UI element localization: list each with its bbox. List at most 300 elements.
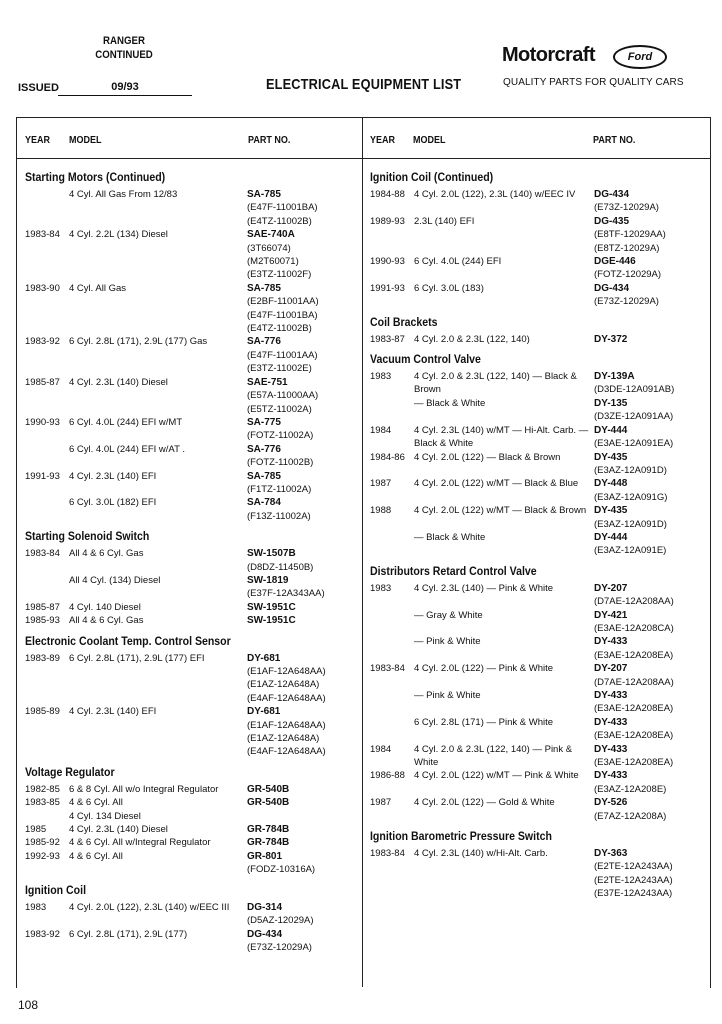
row-part (247, 282, 355, 336)
row-model: — Pink & White (414, 690, 481, 701)
part-detail: (E3AE-12A091EA) (594, 438, 674, 450)
section-title: Ignition Barometric Pressure Switch (370, 829, 552, 844)
brand-tagline: QUALITY PARTS FOR QUALITY CARS (503, 77, 684, 88)
row-part (594, 504, 704, 531)
part-detail: (D3ZE-12A091AA) (594, 411, 674, 423)
row-year: 1985-92 (25, 837, 60, 849)
row-year (370, 635, 414, 662)
row-year (25, 443, 69, 470)
table-row (370, 662, 704, 689)
row-part (247, 574, 355, 601)
row-year: 1984-88 (370, 189, 405, 200)
row-model: All 4 Cyl. (134) Diesel (69, 574, 161, 586)
left-year-header: YEAR (25, 135, 51, 146)
row-model: 2.3L (140) EFI (414, 215, 475, 227)
row-year: 1983-84 (370, 663, 405, 675)
part-detail: (E3TZ-11002F) (247, 269, 312, 281)
row-part (247, 928, 355, 955)
row-model: — Black & White (414, 531, 486, 543)
table-row (370, 531, 704, 558)
part-number: SW-1951C (247, 615, 296, 627)
row-year: 1984 (370, 424, 392, 436)
part-number: DY-135 (594, 397, 628, 409)
row-part (247, 850, 355, 877)
row-part (247, 823, 355, 836)
row-model: 6 Cyl. 3.0L (183) (414, 282, 484, 294)
part-detail: (E3AZ-12A091D) (594, 464, 667, 476)
row-year: 1991-93 (25, 470, 60, 482)
table-row (25, 614, 355, 627)
part-number: DY-433 (594, 770, 628, 782)
table-row (25, 228, 355, 282)
row-year: 1985 (25, 824, 47, 836)
row-year: 1992-93 (25, 850, 60, 862)
row-year (25, 574, 69, 601)
part-number: GR-801 (247, 850, 283, 862)
row-part (247, 335, 355, 375)
row-year: 1983-92 (25, 928, 60, 940)
row-model: 6 Cyl. 4.0L (244) EFI w/MT (69, 416, 183, 428)
row-part (247, 601, 355, 614)
ford-oval-logo: Ford (613, 45, 667, 69)
row-model: 4 Cyl. 2.0 & 2.3L (122, 140) — Pink & White (414, 743, 573, 769)
row-model: 6 Cyl. 4.0L (244) EFI w/AT . (69, 443, 185, 455)
part-detail: (E2BF-11001AA) (247, 296, 319, 308)
row-model: 4 Cyl. 2.0L (122), 2.3L (140) w/EEC III (69, 901, 230, 913)
part-number: DY-363 (594, 848, 628, 860)
row-model: 4 Cyl. 134 Diesel (69, 810, 141, 822)
row-model: — Gray & White (414, 609, 483, 621)
table-row (25, 796, 355, 809)
row-model: — Pink & White (414, 636, 481, 648)
row-part (594, 424, 704, 451)
row-year: 1990-93 (25, 416, 60, 428)
part-detail: (E47F-11001BA) (247, 309, 318, 321)
row-year: 1987 (370, 797, 392, 809)
row-model: 4 & 6 Cyl. All (69, 850, 123, 862)
row-part (594, 531, 704, 558)
part-number: DG-314 (247, 901, 283, 913)
row-year: 1987 (370, 478, 392, 490)
part-detail: (E4AF-12A648AA) (247, 746, 326, 758)
row-year: 1984 (370, 743, 392, 755)
table-row (370, 847, 704, 901)
part-number: SW-1507B (247, 548, 296, 560)
part-number: GR-784B (247, 837, 290, 849)
table-row (370, 397, 704, 424)
part-detail: (E7AZ-12A208A) (594, 810, 667, 822)
part-detail: (E73Z-12029A) (594, 296, 659, 308)
row-year: 1983-84 (370, 848, 405, 860)
part-detail: (D5AZ-12029A) (247, 915, 314, 927)
part-detail: (D8DZ-11450B) (247, 561, 314, 573)
row-year: 1985-87 (25, 376, 60, 388)
part-detail: (E4AF-12A648AA) (247, 692, 326, 704)
part-detail: (E2TE-12A243AA) (594, 861, 673, 873)
section-title: Vacuum Control Valve (370, 352, 481, 367)
row-model: 4 Cyl. 2.3L (140) Diesel (69, 824, 168, 836)
part-number: SA-775 (247, 416, 281, 428)
row-part (247, 901, 355, 928)
table-row (370, 477, 704, 504)
row-model: 4 Cyl. 2.3L (140) w/MT — Hi-Alt. Carb. — Black & White (414, 424, 589, 450)
part-detail: (3T66074) (247, 242, 291, 254)
part-detail: (FOTZ-11002B) (247, 457, 314, 469)
row-part (247, 836, 355, 849)
part-detail: (FOTZ-12029A) (594, 269, 662, 281)
row-model: 4 Cyl. 2.0L (122) — Gold & White (414, 797, 555, 809)
part-number: DY-448 (594, 478, 628, 490)
part-detail: (D7AE-12A208AA) (594, 596, 674, 608)
row-part (594, 743, 704, 770)
part-number: DY-526 (594, 797, 628, 809)
part-detail: (FODZ-10316A) (247, 864, 316, 876)
table-row (25, 574, 355, 601)
right-model-header: MODEL (413, 135, 446, 146)
part-number: SAE-751 (247, 376, 288, 388)
row-model: 4 Cyl. 2.0L (122) — Pink & White (414, 663, 554, 675)
table-row (25, 783, 355, 796)
table-row (25, 547, 355, 574)
part-detail: (D7AE-12A208AA) (594, 676, 674, 688)
part-number: SA-784 (247, 497, 281, 509)
section-heading-line1: RANGER (103, 35, 145, 47)
part-detail: (E3AZ-12A091D) (594, 518, 667, 530)
part-number: DG-435 (594, 215, 630, 227)
part-number: SA-776 (247, 443, 281, 455)
row-part (247, 496, 355, 523)
row-part (594, 215, 704, 255)
table-row (370, 743, 704, 770)
part-number: DY-207 (594, 582, 628, 594)
right-year-header: YEAR (370, 135, 396, 146)
section-title: Coil Brackets (370, 314, 438, 329)
table-row (25, 928, 355, 955)
row-part (594, 609, 704, 636)
issued-label: ISSUED (18, 82, 59, 94)
row-part (594, 662, 704, 689)
part-detail: (E37F-12A343AA) (247, 588, 325, 600)
table-row (370, 635, 704, 662)
part-detail: (E3AE-12A208EA) (594, 730, 674, 742)
row-year: 1983-85 (25, 797, 60, 809)
table-row (25, 823, 355, 836)
left-part-header: PART NO. (248, 135, 291, 146)
part-detail: (E3AZ-12A208E) (594, 783, 667, 795)
document-title: ELECTRICAL EQUIPMENT LIST (266, 76, 462, 93)
row-model: 4 & 6 Cyl. All (69, 797, 123, 809)
table-row (370, 215, 704, 255)
row-model: 4 Cyl. All Gas From 12/83 (69, 189, 178, 200)
row-model: 4 Cyl. 2.0 & 2.3L (122, 140) (414, 333, 530, 345)
table-row (25, 416, 355, 443)
part-number: DY-139A (594, 371, 635, 383)
table-row (370, 689, 704, 716)
part-detail: (E3AE-12A208CA) (594, 622, 674, 634)
section-title: Starting Motors (Continued) (25, 170, 166, 184)
part-detail: (E4TZ-11002B) (247, 215, 312, 227)
part-detail: (E1AF-12A648AA) (247, 719, 326, 731)
part-detail: (E73Z-12029A) (594, 202, 659, 214)
part-detail: (E5TZ-11002A) (247, 403, 312, 415)
part-detail: (E57A-11000AA) (247, 390, 319, 402)
part-number: DY-681 (247, 652, 281, 664)
part-detail: (E3AZ-12A091E) (594, 545, 667, 557)
row-model: 6 Cyl. 4.0L (244) EFI (414, 256, 502, 268)
row-part (594, 635, 704, 662)
section-title: Starting Solenoid Switch (25, 529, 150, 544)
part-number: DY-681 (247, 706, 281, 718)
row-model: 4 Cyl. 2.0L (122) w/MT — Pink & White (414, 770, 579, 782)
row-year: 1983 (370, 371, 392, 383)
row-part (594, 769, 704, 796)
row-model: 4 Cyl. 2.3L (140) w/Hi-Alt. Carb. (414, 848, 548, 860)
part-number: SA-785 (247, 282, 281, 294)
row-model: All 4 & 6 Cyl. Gas (69, 615, 144, 627)
part-number: DY-435 (594, 451, 628, 463)
row-year: 1982-85 (25, 783, 60, 795)
row-part (247, 783, 355, 796)
part-detail: (E1AZ-12A648A) (247, 733, 320, 745)
row-part (247, 705, 355, 759)
row-year: 1983-84 (25, 229, 60, 241)
row-year (370, 531, 414, 558)
row-model: 4 Cyl. 2.3L (140) Diesel (69, 376, 168, 388)
table-row (25, 601, 355, 614)
section-title: Ignition Coil (25, 882, 87, 897)
part-number: DY-444 (594, 424, 628, 436)
part-detail: (E4TZ-11002B) (247, 323, 312, 335)
row-year: 1985-89 (25, 706, 60, 718)
table-row (370, 255, 704, 282)
row-part (594, 282, 704, 309)
row-model: 4 Cyl. 2.0 & 2.3L (122, 140) — Black & Brown (414, 371, 577, 396)
table-row (370, 796, 704, 823)
row-part (247, 376, 355, 416)
row-model: 4 Cyl. 2.0L (122) w/MT — Black & Blue (414, 478, 579, 490)
row-year (370, 689, 414, 716)
part-number: DY-433 (594, 716, 628, 728)
part-detail: (M2T60071) (247, 256, 299, 268)
column-divider (362, 117, 363, 987)
part-detail: (E37E-12A243AA) (594, 888, 673, 900)
part-detail: (E8TF-12029AA) (594, 229, 666, 241)
row-year (25, 188, 69, 228)
row-year (370, 397, 414, 424)
part-number: GR-540B (247, 783, 290, 795)
table-row (25, 836, 355, 849)
part-number: SA-785 (247, 189, 281, 200)
part-number: SA-785 (247, 470, 281, 482)
row-year: 1983-89 (25, 652, 60, 664)
part-detail: (F1TZ-11002A) (247, 483, 312, 495)
part-number: DY-433 (594, 636, 628, 648)
part-number: SAE-740A (247, 229, 295, 241)
table-row (25, 850, 355, 877)
table-row (25, 443, 355, 470)
row-model: 6 Cyl. 2.8L (171), 2.9L (177) Gas (69, 336, 208, 348)
row-model: 6 Cyl. 2.8L (171), 2.9L (177) EFI (69, 652, 205, 664)
row-year: 1988 (370, 505, 392, 517)
part-detail: (E2TE-12A243AA) (594, 874, 673, 886)
row-model: — Black & White (414, 397, 486, 409)
row-model: 4 Cyl. All Gas (69, 282, 127, 294)
row-part (247, 443, 355, 470)
table-row (25, 496, 355, 523)
row-year (25, 496, 69, 523)
row-year: 1983-87 (370, 333, 405, 345)
table-row (370, 451, 704, 478)
row-part (247, 470, 355, 497)
row-part (594, 477, 704, 504)
table-row (370, 333, 704, 346)
row-model: 4 Cyl. 2.0L (122), 2.3L (140) w/EEC IV (414, 189, 576, 200)
brand-logo-text: Motorcraft (502, 44, 595, 66)
part-detail: (E8TZ-12029A) (594, 242, 660, 254)
table-row (370, 188, 704, 215)
part-detail: (E3AZ-12A091G) (594, 491, 668, 503)
row-year: 1990-93 (370, 256, 405, 268)
row-part (594, 255, 704, 282)
row-model: 4 Cyl. 2.0L (122) — Black & Brown (414, 451, 561, 463)
part-detail: (E1AF-12A648AA) (247, 666, 326, 677)
part-number: DGE-446 (594, 256, 636, 268)
row-part (247, 796, 355, 809)
row-part (247, 228, 355, 282)
section-title: Ignition Coil (Continued) (370, 170, 494, 184)
part-detail: (E47F-11001AA) (247, 349, 318, 361)
row-year: 1986-88 (370, 770, 405, 782)
row-part (594, 796, 704, 823)
table-row (370, 582, 704, 609)
part-detail: (E3AE-12A208EA) (594, 649, 674, 661)
header-rule (16, 158, 710, 159)
table-row (370, 716, 704, 743)
part-number: DG-434 (594, 282, 630, 294)
right-column (370, 164, 704, 901)
row-year: 1989-93 (370, 215, 405, 227)
table-row (25, 188, 355, 228)
part-number: DY-444 (594, 531, 628, 543)
right-part-header: PART NO. (593, 135, 636, 146)
table-row (25, 705, 355, 759)
table-row (25, 810, 355, 823)
part-detail: (FOTZ-11002A) (247, 430, 314, 442)
part-detail: (F13Z-11002A) (247, 510, 311, 522)
row-model: 4 Cyl. 2.3L (140) EFI (69, 470, 157, 482)
section-title: Distributors Retard Control Valve (370, 563, 537, 578)
table-row (370, 424, 704, 451)
row-year: 1991-93 (370, 282, 405, 294)
row-part (594, 397, 704, 424)
row-year (370, 716, 414, 743)
section-title: Voltage Regulator (25, 764, 115, 779)
row-part (594, 582, 704, 609)
row-part (594, 847, 704, 901)
row-part (247, 614, 355, 627)
row-model: 4 Cyl. 140 Diesel (69, 601, 141, 613)
issued-date: 09/93 (58, 80, 192, 96)
part-number: SW-1951C (247, 601, 296, 613)
left-model-header: MODEL (69, 135, 102, 146)
part-detail: (E3AE-12A208EA) (594, 757, 674, 769)
part-number: DG-434 (247, 928, 283, 940)
part-number: DG-434 (594, 189, 630, 200)
row-year (25, 810, 69, 823)
row-year (370, 609, 414, 636)
row-part (594, 716, 704, 743)
part-number: DY-433 (594, 690, 628, 701)
row-part (247, 188, 355, 228)
row-model: 4 Cyl. 2.2L (134) Diesel (69, 229, 168, 241)
row-part (594, 689, 704, 716)
part-number: DY-433 (594, 743, 628, 755)
row-year: 1983-92 (25, 336, 60, 348)
row-part (594, 333, 704, 346)
row-model: 4 Cyl. 2.3L (140) — Pink & White (414, 582, 554, 594)
row-part (247, 652, 355, 706)
part-detail: (E73Z-12029A) (247, 941, 312, 953)
part-detail: (E3AE-12A208EA) (594, 703, 674, 715)
part-detail: (E3TZ-11002E) (247, 363, 312, 375)
part-detail: (D3DE-12A091AB) (594, 384, 675, 396)
table-row (25, 652, 355, 706)
table-row (370, 769, 704, 796)
table-row (370, 370, 704, 397)
section-heading (89, 34, 159, 62)
table-row (370, 504, 704, 531)
row-model: 6 Cyl. 2.8L (171), 2.9L (177) (69, 928, 188, 940)
part-number: DY-421 (594, 609, 628, 621)
row-part (247, 810, 355, 823)
row-year: 1985-93 (25, 615, 60, 627)
row-model: All 4 & 6 Cyl. Gas (69, 548, 144, 560)
page-number: 108 (18, 998, 39, 1012)
row-model: 6 Cyl. 2.8L (171) — Pink & White (414, 716, 554, 728)
part-detail: (E47F-11001BA) (247, 202, 318, 214)
row-year: 1983-84 (25, 548, 60, 560)
part-number: GR-784B (247, 824, 290, 836)
row-model: 4 Cyl. 2.0L (122) w/MT — Black & Brown (414, 505, 587, 517)
left-column (25, 164, 355, 954)
row-part (594, 451, 704, 478)
row-year: 1983 (25, 901, 47, 913)
row-part (247, 416, 355, 443)
table-row (370, 609, 704, 636)
row-year: 1983-90 (25, 282, 60, 294)
row-part (247, 547, 355, 574)
row-part (594, 188, 704, 215)
part-number: SA-776 (247, 336, 281, 348)
part-detail: (E1AZ-12A648A) (247, 679, 320, 691)
part-number: DY-207 (594, 663, 628, 675)
row-year: 1985-87 (25, 601, 60, 613)
row-model: 4 & 6 Cyl. All w/Integral Regulator (69, 837, 211, 849)
table-row (25, 470, 355, 497)
row-model: 6 & 8 Cyl. All w/o Integral Regulator (69, 783, 219, 795)
row-year: 1984-86 (370, 451, 405, 463)
row-model: 6 Cyl. 3.0L (182) EFI (69, 497, 157, 509)
part-number: SW-1819 (247, 574, 289, 586)
table-row (25, 901, 355, 928)
row-year: 1983 (370, 582, 392, 594)
part-number: DY-372 (594, 333, 628, 345)
part-number: DY-435 (594, 505, 628, 517)
row-model: 4 Cyl. 2.3L (140) EFI (69, 706, 157, 718)
section-heading-line2: CONTINUED (95, 49, 153, 61)
section-title: Electronic Coolant Temp. Control Sensor (25, 633, 231, 648)
row-part (594, 370, 704, 397)
